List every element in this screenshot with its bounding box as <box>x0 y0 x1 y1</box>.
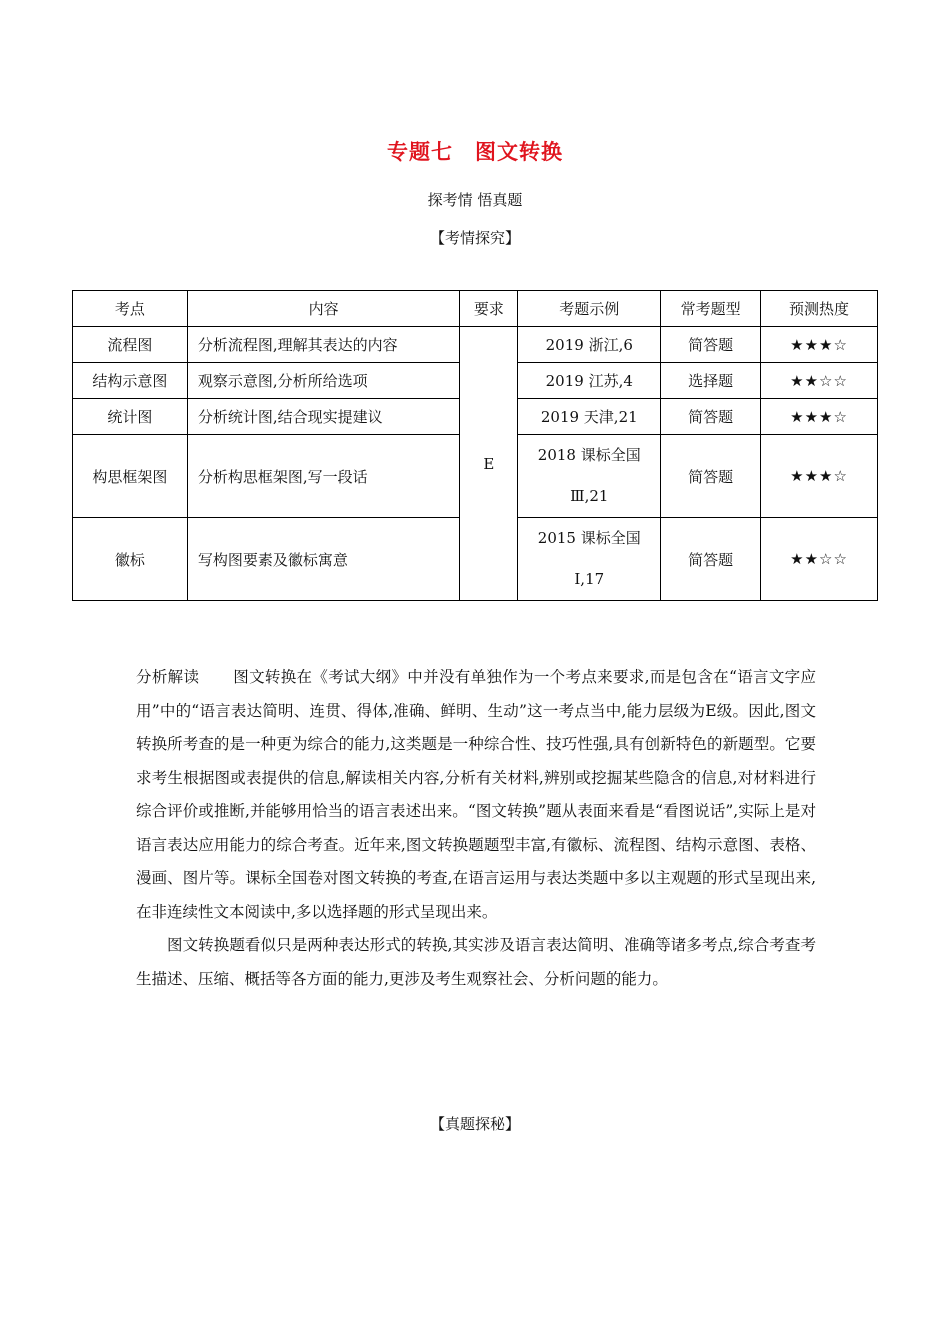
exam-point-table <box>72 290 878 601</box>
column-header: 要求 <box>460 291 518 327</box>
column-header: 内容 <box>187 291 460 327</box>
table-row <box>73 327 878 363</box>
subtitle: 探考情 悟真题 <box>427 191 523 209</box>
analysis-section <box>136 661 816 996</box>
example-line: 2018 课标全国 <box>537 446 641 464</box>
cell-point: 构思框架图 <box>73 435 188 518</box>
cell-point: 流程图 <box>73 327 188 363</box>
cell-example: 2019 天津,21 <box>518 399 661 435</box>
cell-example: 2019 浙江,6 <box>518 327 661 363</box>
page-title: 专题七 图文转换 <box>387 140 563 164</box>
section-heading-exam-info: 【考情探究】 <box>429 229 520 247</box>
table-header-row <box>73 291 878 327</box>
example-line: Ⅲ,21 <box>570 487 609 505</box>
cell-heat: ★★☆☆ <box>761 518 878 601</box>
cell-requirement: E <box>460 327 518 601</box>
cell-point: 徽标 <box>73 518 188 601</box>
example-line: Ⅰ,17 <box>574 570 605 588</box>
cell-content: 观察示意图,分析所给选项 <box>187 363 460 399</box>
column-header: 预测热度 <box>761 291 878 327</box>
cell-type: 简答题 <box>661 518 761 601</box>
cell-content: 分析流程图,理解其表达的内容 <box>187 327 460 363</box>
column-header: 考点 <box>73 291 188 327</box>
cell-content: 分析统计图,结合现实提建议 <box>187 399 460 435</box>
cell-point: 结构示意图 <box>73 363 188 399</box>
analysis-label: 分析解读 <box>136 668 200 686</box>
analysis-paragraph-1 <box>136 661 816 929</box>
section-heading-real-exam: 【真题探秘】 <box>429 1115 520 1133</box>
cell-heat: ★★★☆ <box>761 327 878 363</box>
cell-heat: ★★☆☆ <box>761 363 878 399</box>
cell-example: 2019 江苏,4 <box>518 363 661 399</box>
analysis-paragraph-2: 图文转换题看似只是两种表达形式的转换,其实涉及语言表达简明、准确等诸多考点,综合考查考生描述、压缩、概括等各方面的能力,更涉及考生观察社会、分析问题的能力。 <box>136 936 816 988</box>
cell-type: 选择题 <box>661 363 761 399</box>
cell-content: 写构图要素及徽标寓意 <box>187 518 460 601</box>
cell-heat: ★★★☆ <box>761 435 878 518</box>
cell-type: 简答题 <box>661 435 761 518</box>
cell-example <box>518 435 661 518</box>
cell-type: 简答题 <box>661 327 761 363</box>
column-header: 考题示例 <box>518 291 661 327</box>
analysis-text-1: 图文转换在《考试大纲》中并没有单独作为一个考点来要求,而是包含在“语言文字应用”中的“语言表达简明、连贯、得体,准确、鲜明、生动”这一考点当中,能力层级为E级。因此,图文转换所考查的是一种更为综合的能力,这类题是一种综合性、技巧性强,具有创新特色的新题型。它要求考生根据图或表提供的信息,解读相关内容,分析有关材料,辨别或挖掘某些隐含的信息,对材料进行综合评价或推断,并能够用恰当的语言表述出来。“图文转换”题从表面来看是“看图说话”,实际上是对语言表达应用能力的综合考查。近年来,图文转换题题型丰富,有徽标、流程图、结构示意图、表格、漫画、图片等。课标全国卷对图文转换的考查,在语言运用与表达类题中多以主观题的形式呈现出来,在非连续性文本阅读中,多以选择题的形式呈现出来。 <box>136 668 816 921</box>
cell-type: 简答题 <box>661 399 761 435</box>
cell-example <box>518 518 661 601</box>
cell-content: 分析构思框架图,写一段话 <box>187 435 460 518</box>
column-header: 常考题型 <box>661 291 761 327</box>
cell-heat: ★★★☆ <box>761 399 878 435</box>
example-line: 2015 课标全国 <box>537 529 641 547</box>
cell-point: 统计图 <box>73 399 188 435</box>
